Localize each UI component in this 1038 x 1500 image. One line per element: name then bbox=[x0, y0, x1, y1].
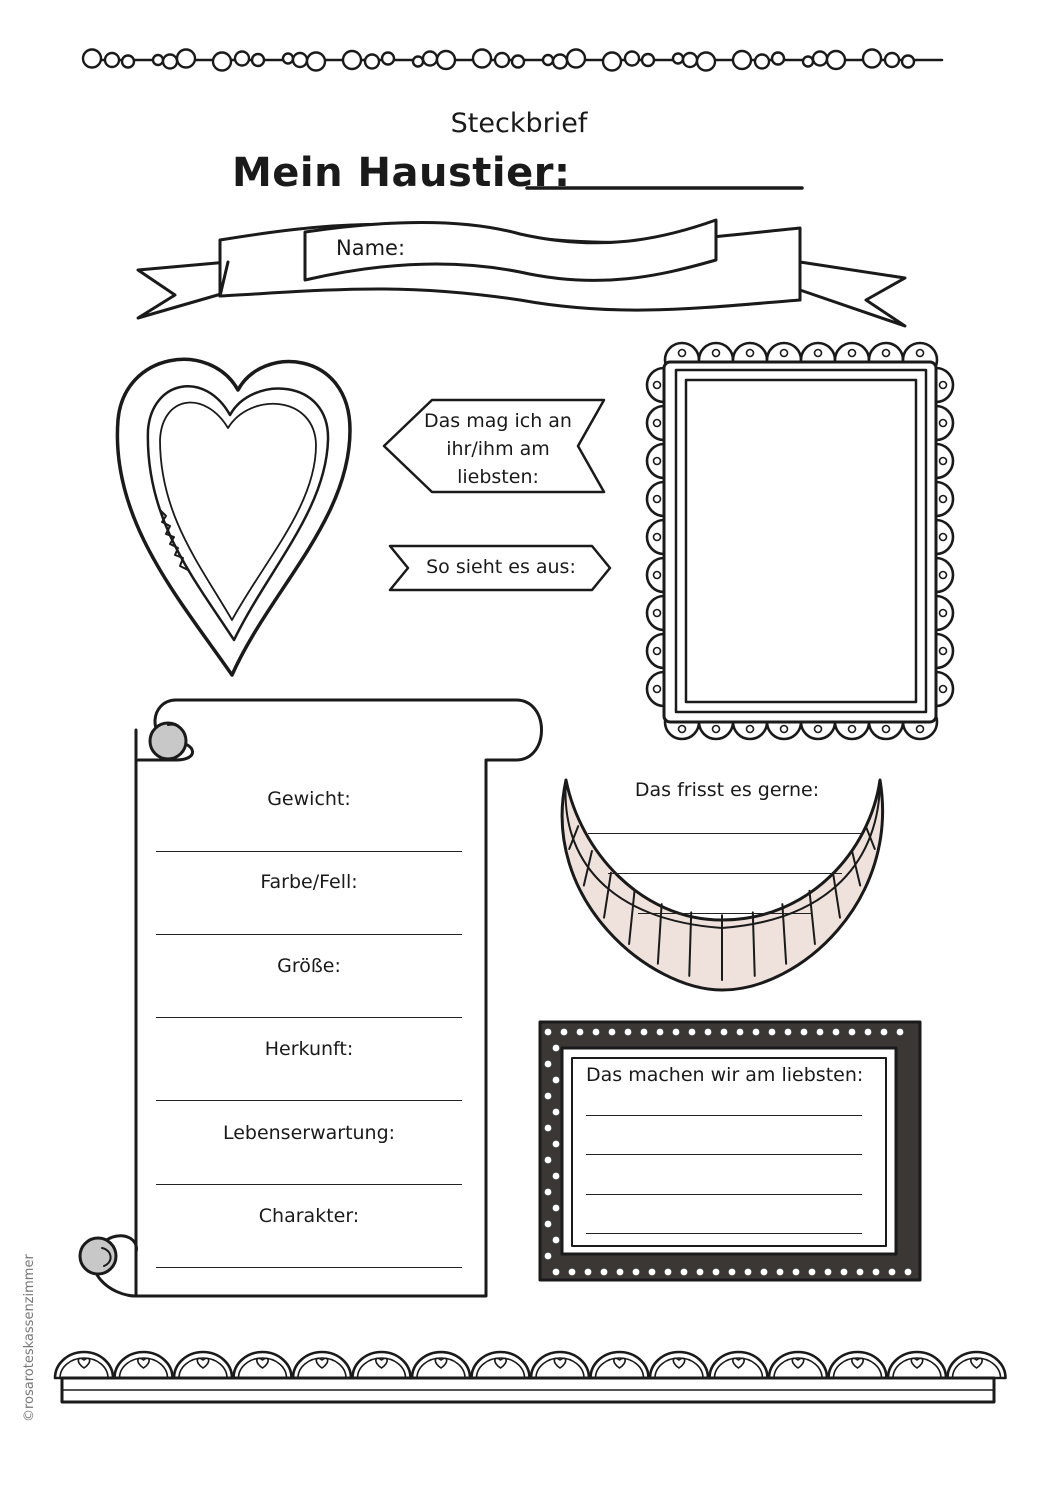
frame-scallop-dot bbox=[679, 726, 686, 733]
bead bbox=[603, 53, 621, 71]
bead bbox=[473, 50, 491, 68]
activities-label: Das machen wir am liebsten: bbox=[586, 1064, 864, 1086]
frame-scallop-dot bbox=[679, 350, 686, 357]
frame-dot bbox=[833, 1029, 840, 1036]
frame-scallop-dot bbox=[883, 350, 890, 357]
bead bbox=[437, 51, 455, 69]
frame-scallop-dot bbox=[940, 420, 947, 427]
activities-frame bbox=[540, 1022, 920, 1280]
page-subtitle: Steckbrief bbox=[450, 108, 588, 139]
bead bbox=[863, 50, 881, 68]
field-line-size[interactable] bbox=[156, 1017, 462, 1018]
frame-dot bbox=[553, 1205, 560, 1212]
frame-dot bbox=[649, 1269, 656, 1276]
activities-line-3[interactable] bbox=[586, 1194, 862, 1195]
looks-label: So sieht es aus: bbox=[426, 556, 576, 578]
frame-dot bbox=[545, 1189, 552, 1196]
frame-dot bbox=[657, 1029, 664, 1036]
frame-dot bbox=[713, 1269, 720, 1276]
frame-dot bbox=[769, 1029, 776, 1036]
frame-dot bbox=[545, 1029, 552, 1036]
frame-dot bbox=[689, 1029, 696, 1036]
favorite-label-line-1: Das mag ich an bbox=[424, 410, 572, 432]
food-line-1[interactable] bbox=[588, 833, 864, 834]
frame-dot bbox=[777, 1269, 784, 1276]
bead bbox=[543, 55, 553, 65]
frame-scallop-dot bbox=[747, 726, 754, 733]
frame-scallop-dot bbox=[654, 534, 661, 541]
bead bbox=[885, 53, 899, 67]
frame-scallop-dot bbox=[654, 572, 661, 579]
activities-line-2[interactable] bbox=[586, 1154, 862, 1155]
frame-dot bbox=[561, 1029, 568, 1036]
frame-dot bbox=[609, 1029, 616, 1036]
frame-dot bbox=[601, 1269, 608, 1276]
bead bbox=[177, 50, 195, 68]
bead bbox=[733, 51, 751, 69]
food-line-2[interactable] bbox=[608, 873, 842, 874]
frame-dot bbox=[617, 1269, 624, 1276]
bead bbox=[163, 55, 177, 69]
copyright-credit: ©rosaroteskassenzimmer bbox=[22, 1254, 37, 1422]
frame-dot bbox=[577, 1029, 584, 1036]
bead bbox=[625, 52, 639, 66]
heart-scallop-border bbox=[55, 1352, 1006, 1402]
frame-dot bbox=[553, 1077, 560, 1084]
field-label-lifespan: Lebenserwartung: bbox=[222, 1122, 396, 1144]
field-label-origin: Herkunft: bbox=[264, 1038, 354, 1060]
frame-dot bbox=[849, 1029, 856, 1036]
food-bowl bbox=[562, 780, 882, 990]
frame-dot bbox=[633, 1269, 640, 1276]
frame-scallop-dot bbox=[940, 610, 947, 617]
frame-scallop-dot bbox=[940, 534, 947, 541]
field-label-size: Größe: bbox=[277, 955, 341, 977]
frame-dot bbox=[545, 1157, 552, 1164]
frame-dot bbox=[825, 1269, 832, 1276]
bead bbox=[413, 57, 423, 67]
frame-dot bbox=[553, 1173, 560, 1180]
bead bbox=[307, 53, 325, 71]
frame-dot bbox=[785, 1029, 792, 1036]
frame-dot bbox=[873, 1269, 880, 1276]
frame-dot bbox=[641, 1029, 648, 1036]
frame-scallop-dot bbox=[654, 686, 661, 693]
heart-drawing-area[interactable] bbox=[150, 380, 320, 640]
frame-dot bbox=[753, 1029, 760, 1036]
bead-garland-top bbox=[83, 50, 942, 71]
frame-scallop-dot bbox=[940, 572, 947, 579]
field-label-weight: Gewicht: bbox=[267, 788, 351, 810]
activities-line-1[interactable] bbox=[586, 1115, 862, 1116]
field-line-lifespan[interactable] bbox=[156, 1184, 462, 1185]
bead bbox=[772, 53, 784, 65]
frame-dot bbox=[801, 1029, 808, 1036]
bead bbox=[827, 51, 845, 69]
frame-dot bbox=[681, 1269, 688, 1276]
bead bbox=[252, 54, 264, 66]
frame-scallop-dot bbox=[917, 726, 924, 733]
frame-dot bbox=[889, 1269, 896, 1276]
frame-scallop-dot bbox=[917, 350, 924, 357]
frame-scallop-dot bbox=[940, 686, 947, 693]
frame-dot bbox=[721, 1029, 728, 1036]
frame-dot bbox=[697, 1269, 704, 1276]
frame-scallop-dot bbox=[940, 458, 947, 465]
bead bbox=[122, 56, 134, 68]
frame-dot bbox=[593, 1029, 600, 1036]
frame-scallop-dot bbox=[654, 610, 661, 617]
bead bbox=[83, 50, 101, 68]
bead bbox=[512, 56, 524, 68]
photo-drawing-area[interactable] bbox=[688, 382, 914, 700]
food-line-3[interactable] bbox=[638, 913, 812, 914]
frame-scallop-dot bbox=[747, 350, 754, 357]
frame-scallop-dot bbox=[849, 350, 856, 357]
bead bbox=[902, 56, 914, 68]
frame-scallop-dot bbox=[654, 382, 661, 389]
frame-dot bbox=[761, 1269, 768, 1276]
bead bbox=[423, 52, 437, 66]
bead bbox=[343, 51, 361, 69]
bead bbox=[382, 53, 394, 65]
field-line-origin[interactable] bbox=[156, 1100, 462, 1101]
frame-dot bbox=[673, 1029, 680, 1036]
frame-scallop-dot bbox=[815, 350, 822, 357]
bead bbox=[213, 53, 231, 71]
bead bbox=[813, 52, 827, 66]
frame-scallop-dot bbox=[883, 726, 890, 733]
bead bbox=[803, 57, 813, 67]
activities-line-4[interactable] bbox=[586, 1233, 862, 1234]
frame-dot bbox=[737, 1029, 744, 1036]
name-banner bbox=[138, 220, 905, 326]
frame-scallop-dot bbox=[849, 726, 856, 733]
frame-dot bbox=[665, 1269, 672, 1276]
frame-dot bbox=[545, 1253, 552, 1260]
frame-dot bbox=[569, 1269, 576, 1276]
frame-dot bbox=[809, 1269, 816, 1276]
frame-scallop-dot bbox=[781, 350, 788, 357]
frame-dot bbox=[817, 1029, 824, 1036]
frame-dot bbox=[553, 1109, 560, 1116]
frame-dot bbox=[897, 1029, 904, 1036]
frame-scallop-dot bbox=[781, 726, 788, 733]
frame-dot bbox=[729, 1269, 736, 1276]
frame-dot bbox=[553, 1045, 560, 1052]
frame-scallop-dot bbox=[815, 726, 822, 733]
bead bbox=[755, 55, 769, 69]
field-line-character[interactable] bbox=[156, 1267, 462, 1268]
frame-dot bbox=[705, 1029, 712, 1036]
bead bbox=[673, 54, 683, 64]
frame-scallop-dot bbox=[654, 420, 661, 427]
frame-dot bbox=[625, 1029, 632, 1036]
frame-dot bbox=[857, 1269, 864, 1276]
frame-scallop-dot bbox=[654, 458, 661, 465]
frame-dot bbox=[545, 1125, 552, 1132]
frame-scallop-dot bbox=[713, 350, 720, 357]
frame-dot bbox=[553, 1237, 560, 1244]
bead bbox=[365, 55, 379, 69]
field-label-character: Charakter: bbox=[258, 1205, 360, 1227]
bead bbox=[553, 55, 567, 69]
frame-dot bbox=[545, 1221, 552, 1228]
frame-dot bbox=[793, 1269, 800, 1276]
favorite-label-line-3: liebsten: bbox=[457, 466, 539, 488]
bead bbox=[495, 53, 509, 67]
food-label: Das frisst es gerne: bbox=[634, 779, 820, 801]
favorite-label-line-2: ihr/ihm am bbox=[446, 438, 550, 460]
frame-dot bbox=[745, 1269, 752, 1276]
frame-dot bbox=[585, 1269, 592, 1276]
frame-scallop-dot bbox=[654, 496, 661, 503]
frame-dot bbox=[881, 1029, 888, 1036]
frame-scallop-dot bbox=[940, 382, 947, 389]
bead bbox=[642, 54, 654, 66]
name-label: Name: bbox=[336, 236, 406, 260]
frame-scallop-dot bbox=[940, 496, 947, 503]
name-field[interactable] bbox=[410, 252, 700, 272]
frame-scallop-dot bbox=[713, 726, 720, 733]
bead bbox=[697, 53, 715, 71]
bead bbox=[683, 53, 697, 67]
bead bbox=[105, 53, 119, 67]
frame-scallop-dot bbox=[940, 648, 947, 655]
frame-dot bbox=[841, 1269, 848, 1276]
page-title: Mein Haustier: bbox=[232, 150, 571, 196]
bead bbox=[567, 50, 585, 68]
frame-dot bbox=[545, 1093, 552, 1100]
frame-dot bbox=[553, 1269, 560, 1276]
bead bbox=[293, 53, 307, 67]
frame-dot bbox=[905, 1269, 912, 1276]
frame-dot bbox=[865, 1029, 872, 1036]
frame-scallop-dot bbox=[654, 648, 661, 655]
bead bbox=[153, 55, 163, 65]
field-line-color[interactable] bbox=[156, 934, 462, 935]
field-line-weight[interactable] bbox=[156, 851, 462, 852]
frame-dot bbox=[553, 1141, 560, 1148]
frame-dot bbox=[545, 1061, 552, 1068]
bead bbox=[283, 54, 293, 64]
field-label-color: Farbe/Fell: bbox=[260, 871, 358, 893]
bead bbox=[235, 52, 249, 66]
